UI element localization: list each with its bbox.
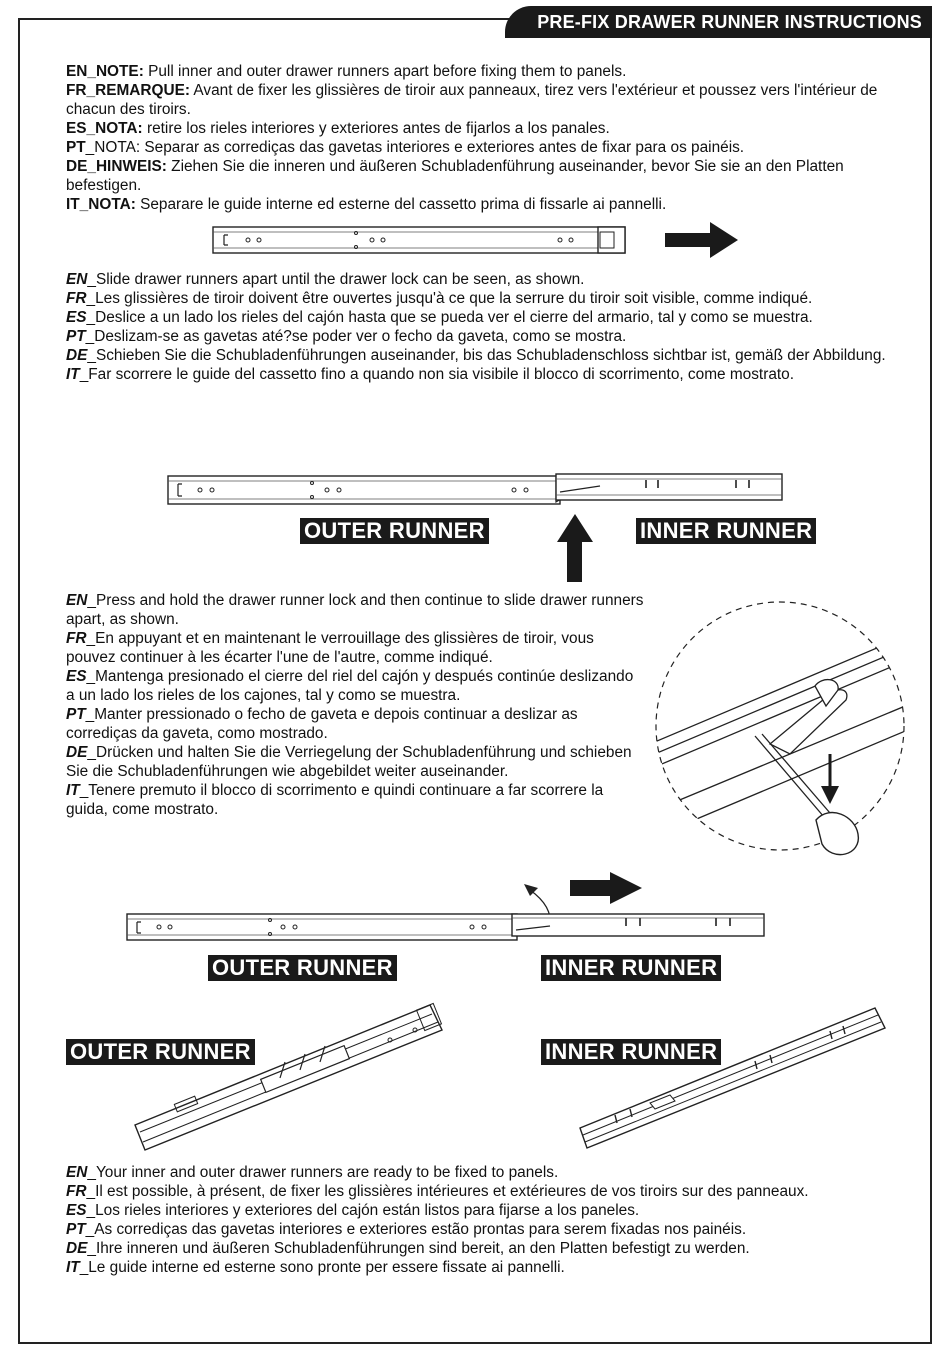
inner-runner-perspective [575, 1003, 895, 1153]
section-note: EN_NOTE: Pull inner and outer drawer runners apart before fixing them to panels. FR_REMARQUE: Avant de fixer les glissières de tiroir aux panneaux, tirez vers l'extérieur et poussez vers l'intérieur de chacun des tiroirs. ES_NOTA: retire los rieles interiores y exteriores antes de fijarlos a los panales. PT_NOTA: Separar as corrediças das gavetas interiores e exteriores antes de fixar para os painéis. DE_HINWEIS: Ziehen Sie die inneren und äußeren Schubladenführung auseinander, bevor Sie sie an den Platten befestigen. IT_NOTA: Separare le guide interne ed esterne del cassetto prima di fissarle ai pannelli. [66, 63, 878, 213]
up-arrow-icon [557, 514, 593, 582]
inner-runner-label-3: INNER RUNNER [541, 1039, 721, 1065]
section-press-lock: EN_Press and hold the drawer runner lock and then continue to slide drawer runners apart, as shown. FR_En appuyant et en maintenant le verrouillage des glissières de tiroir, vous pouvez continuer à les écarter l'une de l'autre, comme indiqué. ES_Mantenga presionado el cierre del riel del cajón y después continúe deslizando a un lado los rieles de los cajones, tal y como se muestra. PT_Manter pressionado o fecho de gaveta e depois continuar a deslizar as corrediças da gaveta, como mostrado. DE_Drücken und halten Sie die Verriegelung der Schubladenführung und schieben Sie die Schubladenführungen wie abgebildet weiter auseinander. IT_Tenere premuto il blocco di scorrimento e quindi continuare a far scorrere la guida, come mostrato. [66, 592, 644, 818]
outer-runner-label-2: OUTER RUNNER [208, 955, 397, 981]
page-title: PRE-FIX DRAWER RUNNER INSTRUCTIONS [505, 6, 932, 38]
section-ready: EN_Your inner and outer drawer runners are ready to be fixed to panels. FR_Il est possible, à présent, de fixer les glissières intérieures et extérieures de vos tiroirs sur des panneaux. ES_Los rieles interiores y exteriores del cajón están listos para fijarse a los paneles. PT_As corrediças das gavetas interiores e exteriores estão prontas para serem fixadas nos painéis. DE_Ihre inneren und äußeren Schubladenführungen sind bereit, an den Platten befestigt zu werden. IT_Le guide interne ed esterne sono pronte per essere fissate ai pannelli. [66, 1164, 809, 1276]
lock-detail-illustration [650, 594, 910, 854]
unlocked-runner-illustration [0, 870, 950, 940]
outer-runner-perspective [130, 1000, 460, 1150]
inner-runner-label-1: INNER RUNNER [636, 518, 816, 544]
right-arrow-icon [570, 872, 642, 904]
right-arrow-icon [665, 222, 738, 258]
outer-runner-label-1: OUTER RUNNER [300, 518, 489, 544]
section-slide-apart: EN_Slide drawer runners apart until the drawer lock can be seen, as shown. FR_Les glissières de tiroir doivent être ouvertes jusqu'à ce que la serrure du tiroir soit visible, comme indiqué. ES_Deslice a un lado los rieles del cajón hasta que se pueda ver el cierre del armario, tal y como se muestra. PT_Deslizam-se as gavetas até?se poder ver o fecho da gaveta, como se mostra. DE_Schieben Sie die Schubladenführungen auseinander, bis das Schubladenschloss sichtbar ist, gemäß der Abbildung. IT_Far scorrere le guide del cassetto fino a quando non sia visibile il blocco di scorrimento, come mostrato. [66, 271, 886, 383]
outer-runner-label-3: OUTER RUNNER [66, 1039, 255, 1065]
inner-runner-label-2: INNER RUNNER [541, 955, 721, 981]
